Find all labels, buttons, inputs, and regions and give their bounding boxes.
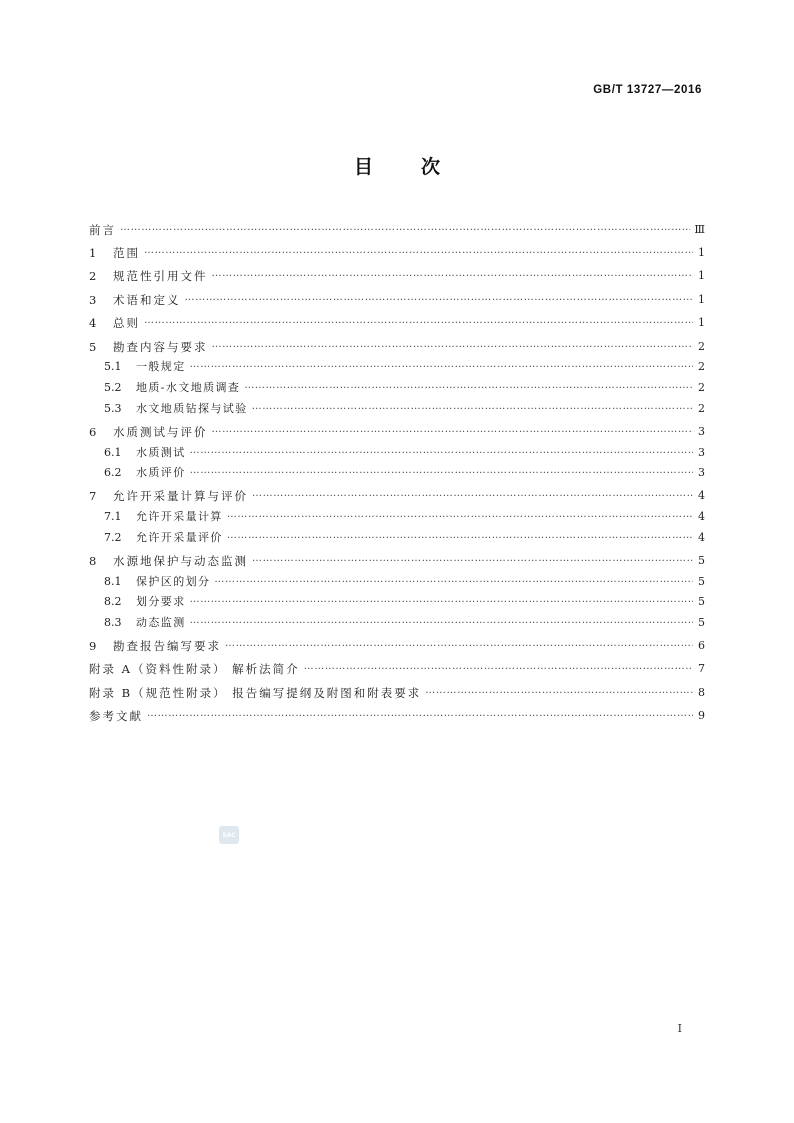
toc-entry[interactable] [89, 420, 705, 439]
dot-leader [227, 529, 693, 543]
toc-entry-label: 规范性引用文件 [113, 269, 208, 284]
toc-entry-label: 参考文献 [89, 709, 143, 724]
toc-entry-label: 术语和定义 [113, 292, 181, 307]
toc-entry-page: 4 [698, 530, 705, 544]
dot-leader [190, 614, 693, 628]
toc-entry[interactable] [89, 335, 705, 354]
toc-entry-label: 附录 A（资料性附录） 解析法简介 [89, 662, 300, 677]
toc-entry-page: Ⅲ [694, 222, 705, 236]
dot-leader [190, 358, 693, 372]
toc-entry-label: 动态监测 [136, 615, 186, 629]
toc-entry[interactable] [89, 573, 705, 589]
toc-entry[interactable] [89, 358, 705, 374]
toc-entry-page: 1 [698, 245, 705, 259]
toc-entry-label: 总则 [113, 316, 140, 331]
toc-entry[interactable] [89, 705, 705, 724]
title-part-1: 目 [353, 156, 373, 178]
toc-entry[interactable] [89, 464, 705, 480]
toc-entry-label: 水文地质钻探与试验 [136, 401, 248, 415]
toc-entry-number: 8.2 [104, 595, 122, 609]
table-of-contents [89, 218, 705, 728]
toc-entry-page: 2 [698, 360, 705, 374]
dot-leader [252, 487, 693, 501]
dot-leader [190, 593, 693, 607]
toc-entry[interactable] [89, 593, 705, 609]
standard-code: GB/T 13727—2016 [593, 84, 702, 96]
toc-entry[interactable] [89, 379, 705, 395]
toc-entry[interactable] [89, 218, 705, 237]
toc-entry-page: 2 [698, 380, 705, 394]
dot-leader [252, 552, 693, 566]
toc-entry[interactable] [89, 634, 705, 653]
toc-entry-number: 5 [89, 339, 97, 354]
toc-entry-page: 3 [698, 424, 705, 438]
dot-leader [190, 464, 693, 478]
dot-leader [252, 400, 693, 414]
sac-logo-icon: SAC [219, 826, 239, 844]
toc-entry-number: 7.1 [104, 510, 122, 524]
toc-entry[interactable] [89, 312, 705, 331]
toc-entry[interactable] [89, 288, 705, 307]
dot-leader [225, 637, 693, 651]
toc-entry-number: 6.2 [104, 466, 122, 480]
toc-entry-page: 8 [698, 685, 705, 699]
dot-leader [190, 444, 693, 458]
toc-entry-page: 7 [698, 662, 705, 676]
toc-entry-number: 4 [89, 316, 97, 331]
toc-entry-label: 附录 B（规范性附录） 报告编写提纲及附图和附表要求 [89, 685, 422, 700]
toc-entry-number: 2 [89, 269, 97, 284]
dot-leader [212, 338, 694, 352]
toc-entry-label: 保护区的划分 [136, 574, 211, 588]
toc-entry-page: 5 [698, 553, 705, 567]
toc-entry[interactable] [89, 529, 705, 545]
toc-entry-number: 8.3 [104, 615, 122, 629]
toc-entry[interactable] [89, 681, 705, 700]
toc-entry-page: 5 [698, 595, 705, 609]
toc-entry[interactable] [89, 508, 705, 524]
dot-leader [212, 423, 694, 437]
toc-entry-number: 5.2 [104, 380, 122, 394]
toc-entry-label: 一般规定 [136, 360, 186, 374]
toc-entry-label: 范围 [113, 245, 140, 260]
toc-entry[interactable] [89, 614, 705, 630]
toc-entry-label: 允许开采量评价 [136, 530, 223, 544]
toc-entry-label: 勘查内容与要求 [113, 339, 208, 354]
toc-entry-number: 7 [89, 489, 97, 504]
toc-entry-page: 4 [698, 489, 705, 503]
toc-entry-number: 1 [89, 245, 97, 260]
toc-entry-page: 9 [698, 709, 705, 723]
toc-entry-label: 勘查报告编写要求 [113, 639, 221, 654]
toc-entry-page: 3 [698, 466, 705, 480]
dot-leader [147, 707, 693, 721]
toc-entry-number: 7.2 [104, 530, 122, 544]
toc-entry-label: 允许开采量计算 [136, 510, 223, 524]
toc-entry[interactable] [89, 658, 705, 677]
toc-entry-number: 6 [89, 424, 97, 439]
toc-entry-label: 水质测试 [136, 445, 186, 459]
toc-entry-label: 水质测试与评价 [113, 424, 208, 439]
toc-entry-page: 2 [698, 401, 705, 415]
toc-entry[interactable] [89, 241, 705, 260]
toc-entry-page: 5 [698, 615, 705, 629]
dot-leader [120, 221, 690, 235]
toc-entry-number: 6.1 [104, 445, 122, 459]
dot-leader [212, 267, 694, 281]
toc-entry-number: 9 [89, 639, 97, 654]
toc-entry-page: 2 [698, 339, 705, 353]
toc-entry-number: 5.1 [104, 360, 122, 374]
toc-entry-label: 划分要求 [136, 595, 186, 609]
dot-leader [425, 684, 693, 698]
toc-entry-page: 1 [698, 269, 705, 283]
toc-entry[interactable] [89, 444, 705, 460]
toc-entry-label: 前言 [89, 222, 116, 237]
dot-leader [144, 314, 693, 328]
dot-leader [227, 508, 693, 522]
toc-entry-label: 地质-水文地质调查 [136, 380, 241, 394]
toc-entry-number: 3 [89, 292, 97, 307]
dot-leader [214, 573, 693, 587]
toc-entry-number: 8 [89, 553, 97, 568]
dot-leader [304, 660, 693, 674]
toc-entry-number: 8.1 [104, 574, 122, 588]
toc-entry-page: 3 [698, 445, 705, 459]
toc-entry-label: 允许开采量计算与评价 [113, 489, 248, 504]
toc-entry[interactable] [89, 265, 705, 284]
footer-page-number: Ⅰ [677, 1022, 682, 1035]
toc-entry-page: 5 [698, 574, 705, 588]
toc-entry-number: 5.3 [104, 401, 122, 415]
toc-entry[interactable] [89, 400, 705, 416]
toc-entry-label: 水质评价 [136, 466, 186, 480]
toc-entry-page: 1 [698, 316, 705, 330]
dot-leader [185, 291, 694, 305]
toc-entry-page: 4 [698, 510, 705, 524]
toc-entry[interactable] [89, 485, 705, 504]
dot-leader [144, 244, 693, 258]
toc-entry-page: 1 [698, 292, 705, 306]
toc-entry[interactable] [89, 549, 705, 568]
page-title [0, 152, 794, 179]
toc-entry-label: 水源地保护与动态监测 [113, 553, 248, 568]
toc-entry-page: 6 [698, 639, 705, 653]
dot-leader [244, 379, 693, 393]
title-part-2: 次 [421, 156, 441, 178]
